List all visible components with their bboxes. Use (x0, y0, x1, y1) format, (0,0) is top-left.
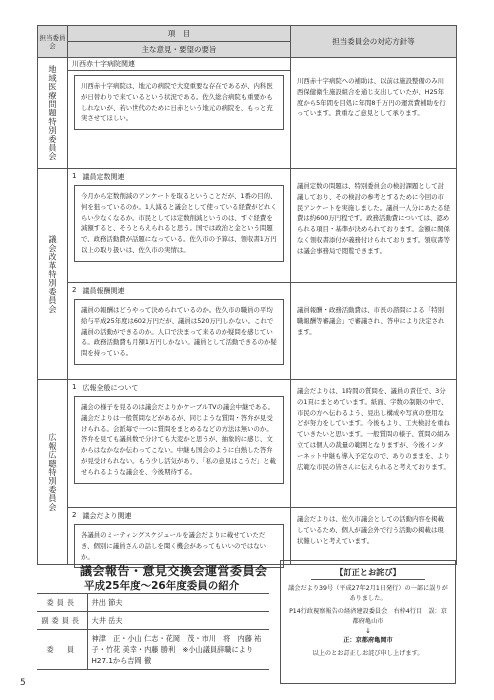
response-text: 議会だよりは、佐久市議会としての活動内容を掲載しているため、個人が議会外で行う活動の掲載は現状難しいと考えています。 (297, 515, 444, 545)
item-label: 1 議員定数関連 (72, 172, 125, 181)
item-label: 1 広報全般について (72, 383, 139, 392)
opinion-row (68, 169, 456, 283)
header-item-group (68, 26, 291, 57)
errata-box (280, 560, 456, 684)
member-row (37, 630, 269, 670)
opinion-text: 議会の様子を見るのは議会だよりかケーブルTVの議会中継である。議会だよりは一般質問などがあるが、同じような質問・答弁が見受けられる。会派毎で一つに質問をまとめるなどの方法は無いのか。答弁を見ても議員数で分けても大変かと思うが、抽象的に感じ、文からはなかなか伝わってこない。中継も国会のように白熱した答弁が見受けられない。もう少し活気があり、「私の意見はこうだ」と載せられるような議会を、今後期待する。 (74, 396, 284, 484)
errata-line2: P14行政視察報告の経済建設委員会 右枠4行目 誤：京都府亀山市 (289, 608, 447, 625)
section-council-reform (38, 169, 456, 380)
errata-title: 【訂正とお詫び】 (311, 567, 425, 580)
page-number: 5 (20, 678, 26, 688)
opinion-row (68, 380, 456, 508)
header-item: 項 目 (68, 26, 290, 42)
opinion-text: 川西赤十字病院は、地元の病院で大変重要な存在であるが、内科医が日替わりで来ているという状況である。佐久総合病院も重要かもしれないが、若い世代のために日赤という地元の病院を、もっと充実させてほしい。 (74, 75, 284, 130)
response-text: 川西赤十字病院への補助は、以前は施設整備のみ川西保健衛生施設組合を通じ支出していたが、H25年度から5年間を目処に年間8千万円の運営費補助を行っています。貴重なご意見として承ります。 (297, 77, 446, 118)
committee-name: 議会改革特別委員会 (48, 234, 58, 314)
member-role: 委員長 (37, 594, 87, 612)
arrow-icon: ↓ (365, 627, 371, 635)
response-text: 議会だよりは、1時間の質問を、議員の責任で、3分の1頁にまとめています。紙面、字数の制限の中で、市民の方へ伝わるよう、見出し構成や写真の登用などが努力をしています。今後もより、工夫検討を重ねていきたいと思います。一般質問の様子、質問の組み立ては個人の裁量の範囲となりますが、今後インターネット中継も導入予定なので、ありのままを、より広範な市民の皆さんに伝えられると考えております。 (297, 387, 450, 471)
opinion-response-table (37, 25, 457, 565)
errata-line3: 以上のとお訂正しお詫び申し上げます。 (312, 650, 424, 657)
member-role: 委 員 (37, 630, 87, 670)
opinion-text: 今月から定数削減のアンケートを取るということだが、1番の目的、何を狙っているのか。1人減ると議会として使っている経費がどれくらい少なくなるか。市民としては定数削減というのは、すぐ経費を減額すると、そうとらえられると思う。国では政治と金という問題で、政務活動費が話題になっている。佐久市の予算は、領収書1万円以上の取り扱いは、佐久市の実情は。 (74, 185, 284, 262)
table-header (38, 26, 456, 58)
committee-name: 広報広聴特別委員会 (48, 432, 58, 512)
opinion-row (68, 283, 456, 379)
section-public-relations (38, 380, 456, 564)
errata-line1: 議会だより39号（平成27年2月1日発行）の一部に誤りがありました。 (288, 585, 448, 602)
opinion-row (68, 58, 456, 168)
member-row (37, 612, 269, 630)
opinion-text: 議員の報酬はどうやって決められているのか。佐久市の職員の平均給与平成25年度は602万円だが、議員は520万円しかない。これで議員の活動ができるのか。人口で決まって来るのか疑問を感じている。政務活動費も月額1万円しかない。議員として活動できるのか疑問を持っている。 (74, 299, 284, 365)
errata-correct: 正：京都府亀岡市 (343, 637, 393, 644)
committee-name: 地域医療問題特別委員会 (48, 65, 58, 161)
member-names: 井出 節夫 (87, 594, 269, 612)
members-table (37, 593, 269, 670)
members-subtitle: 平成25年度〜26年度委員の紹介 (84, 580, 240, 592)
opinion-text: 各議員のミーティングスケジュールを議会だよりに載せていただき、個別に議員さんの話しを聞く機会があってもいいのではないか。 (74, 524, 284, 568)
header-committee: 担当委員会 (38, 26, 68, 57)
member-names: 大井 岳夫 (87, 612, 269, 630)
opinion-row (68, 508, 456, 564)
member-role: 副委員長 (37, 612, 87, 630)
section-regional-medical (38, 58, 456, 169)
members-title: 議会報告・意見交換会運営委員会 (80, 564, 268, 578)
member-names: 神津 正・小山 仁志・花岡 茂・市川 将 内藤 祐子・竹花 美幸・内藤 勝利 ※小山議員辞職によりH27.1から吉岡 徹 (87, 630, 269, 670)
header-opinion: 主な意見・要望の要旨 (141, 45, 217, 54)
member-row (37, 594, 269, 612)
item-label: 川西赤十字病院関連 (68, 58, 290, 71)
item-label: 2 議員報酬関連 (72, 286, 125, 295)
item-label: 2 議会だより関連 (72, 511, 132, 520)
response-text: 議員報酬・政務活動費は、市長の諮問による「特別職報酬等審議会」で審議され、答申により決定されます。 (297, 306, 445, 336)
response-text: 議員定数の問題は、特別委員会の検討課題として討議しており、その検討の参考とするために今回の市民アンケートを実施しました。議員一人分にあたる経費は約600万円程です。政務活動費については、認められる項目・基準が決められております。金額に関係なく領収書添付が義務付けられております。領収書等は議会事務局で閲覧できます。 (297, 182, 450, 255)
header-response: 担当委員会の対応方針等 (332, 37, 415, 46)
